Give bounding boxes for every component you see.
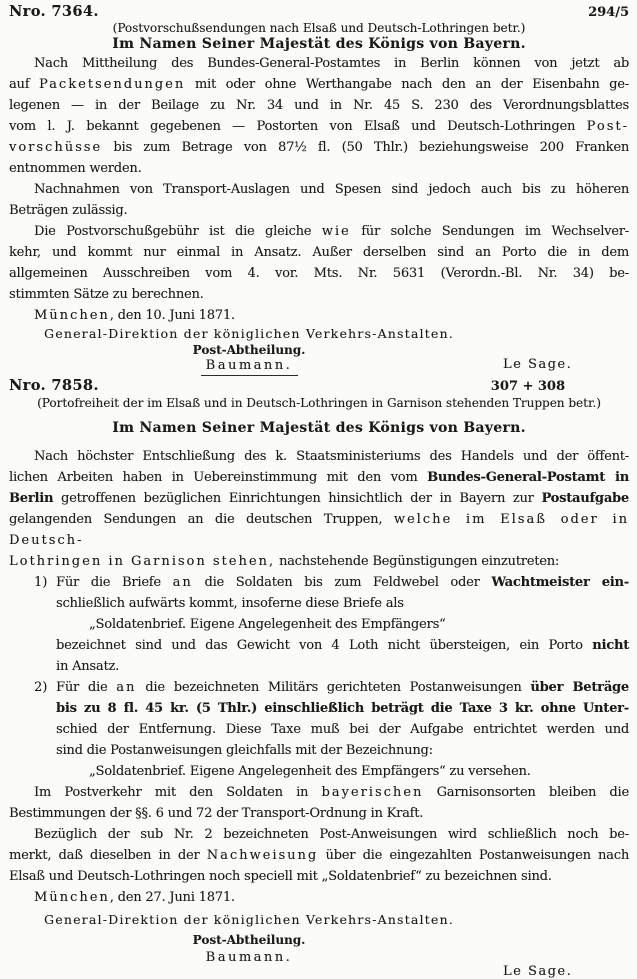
signature-org: General-Direktion der königlichen Verkehrs-Anstalten. (44, 326, 454, 341)
text-line (9, 698, 629, 719)
text-line (9, 719, 629, 740)
text-line (9, 179, 629, 200)
text-line (9, 551, 629, 572)
text-segment: Lothringen in Garnison stehen, (9, 554, 276, 569)
text-line (9, 488, 629, 509)
text-segment: Packetsendungen (39, 77, 186, 92)
text-segment: Im Postverkehr mit den Soldaten in (34, 785, 322, 800)
text-segment: bis zum Betrage von 87½ fl. (50 Thlr.) beziehungsweise 200 Franken (102, 140, 629, 155)
signature-dept: Post-Abtheilung. (192, 343, 306, 357)
text-segment: über die eingezahlten Postanweisungen nach (318, 848, 629, 863)
text-line (9, 572, 629, 593)
text-segment: nicht (592, 638, 629, 653)
list-number: 1) (34, 575, 48, 590)
text-segment: kehr, und kommt nur einmal in Ansatz. Außer derselben sind an Porto die in dem (9, 245, 629, 260)
text-segment: schied der Entfernung. Diese Taxe muß bei der Aufgabe entrichtet werden und (56, 722, 629, 737)
text-segment: Nach Mittheilung des Bundes-General-Postamtes in Berlin können von jetzt ab (34, 56, 629, 71)
text-line (9, 824, 629, 845)
text-line (9, 467, 629, 488)
text-line (9, 887, 629, 908)
text-segment: allgemeinen Ausschreiben vom 4. vor. Mts. Nr. 5631 (Verordn.-Bl. Nr. 34) be- (9, 266, 629, 281)
text-segment: welche im Elsaß oder in Deutsch- (9, 512, 629, 548)
text-segment: gelangenden Sendungen an die deutschen Truppen, (9, 512, 394, 527)
text-segment: an (172, 575, 193, 590)
text-segment: legenen — in der Beilage zu Nr. 34 und in Nr. 45 S. 230 des Verordnungsblattes (9, 98, 629, 113)
text-segment: Nachnahmen von Transport-Auslagen und Spesen sind jedoch auch bis zu höheren (34, 182, 629, 197)
text-segment: getroffenen bezüglichen Einrichtungen hinsichtlich der in Bayern zur (53, 491, 542, 506)
text-line (9, 116, 629, 137)
text-segment: Für die (56, 680, 117, 695)
text-segment: schließlich aufwärts kommt, insoferne diese Briefe als (56, 596, 404, 611)
notice-number: Nro. 7858. (9, 377, 99, 394)
page-number: 294/5 (588, 5, 629, 20)
notice-body (9, 53, 629, 326)
signature-dept: Post-Abtheilung. (192, 933, 306, 947)
text-segment: München (34, 308, 110, 323)
text-segment: Bundes-General-Postamt in (427, 470, 629, 485)
text-line (9, 803, 629, 824)
text-line (9, 656, 629, 677)
text-segment: Nach höchster Entschließung des k. Staatsministeriums des Handels und der öffent- (34, 449, 629, 464)
royal-heading: Im Namen Seiner Majestät des Königs von Bayern. (112, 420, 526, 436)
text-segment: stimmten Sätze zu berechnen. (9, 287, 204, 302)
text-segment: , den 10. Juni 1871. (109, 308, 235, 323)
text-segment: auf (9, 77, 40, 92)
text-segment: Post- (586, 119, 629, 134)
text-segment: Nachweisung (206, 848, 319, 863)
text-segment: München (34, 890, 110, 905)
text-line (9, 95, 629, 116)
notice-header-row (9, 4, 629, 21)
signature-name: Baumann. (205, 358, 293, 373)
text-segment: für solche Sendungen im Wechselver- (350, 224, 629, 239)
reference-numbers: 307 + 308 (490, 379, 565, 394)
text-segment: Die Postvorschußgebühr ist die gleiche (34, 224, 322, 239)
text-segment: lichen Arbeiten haben in Uebereinstimmung mit den vom (9, 470, 428, 485)
text-line (9, 635, 629, 656)
text-line (9, 446, 629, 467)
text-line (9, 866, 629, 887)
notice-7364 (9, 4, 629, 376)
text-segment: bayerischen (321, 785, 424, 800)
text-segment: , den 27. Juni 1871. (109, 890, 235, 905)
text-line (9, 740, 629, 761)
text-segment: vom l. J. bekannt gegebenen — Postorten von Elsaß und Deutsch-Lothringen (9, 119, 587, 134)
royal-heading: Im Namen Seiner Majestät des Königs von Bayern. (112, 36, 526, 52)
text-line (9, 221, 629, 242)
countersignature: Le Sage. (503, 357, 573, 372)
text-line (9, 200, 629, 221)
signature-org: General-Direktion der königlichen Verkehrs-Anstalten. (44, 912, 454, 927)
text-line (9, 305, 629, 326)
text-segment: mit oder ohne Werthangabe nach den an der Eisenbahn ge- (185, 77, 629, 92)
text-segment: Beträgen zulässig. (9, 203, 128, 218)
signature-block (9, 910, 573, 979)
text-line (9, 158, 629, 179)
notice-header-row (9, 378, 629, 395)
text-line (9, 284, 629, 305)
text-segment: Bestimmungen der §§. 6 und 72 der Transport-Ordnung in Kraft. (9, 806, 424, 821)
text-line (9, 677, 629, 698)
text-segment: Garnisonsorten bleiben die (423, 785, 629, 800)
notice-7858 (9, 377, 629, 979)
notice-number: Nro. 7364. (9, 3, 99, 20)
text-segment: merkt, daß dieselben in der (9, 848, 207, 863)
text-line (9, 137, 629, 158)
list-number: 2) (34, 680, 48, 695)
text-segment: „Soldatenbrief. Eigene Angelegenheit des Empfängers“ (89, 617, 446, 632)
text-line (9, 263, 629, 284)
signature-name: Baumann. (205, 950, 293, 965)
text-segment: wie (321, 224, 351, 239)
text-line (9, 614, 629, 635)
text-line (9, 761, 629, 782)
countersignature: Le Sage. (503, 964, 573, 979)
text-segment: vorschüsse (9, 140, 103, 155)
notice-body (9, 446, 629, 908)
text-segment: die Soldaten bis zum Feldwebel oder (192, 575, 492, 590)
text-line (9, 593, 629, 614)
signature-block (9, 326, 573, 376)
text-line (9, 509, 629, 551)
text-segment: sind die Postanweisungen gleichfalls mit der Bezeichnung: (56, 743, 433, 758)
text-line (9, 782, 629, 803)
separator-rule (201, 375, 298, 376)
text-segment: an (116, 680, 137, 695)
subject-line: (Portofreiheit der im Elsaß und in Deutsch-Lothringen in Garnison stehenden Truppen betr.) (37, 396, 601, 410)
text-segment: bezeichnet sind und das Gewicht von 4 Loth nicht übersteigen, ein Porto (56, 638, 593, 653)
text-line (9, 242, 629, 263)
text-segment: nachstehende Begünstigungen einzutreten: (275, 554, 560, 569)
text-segment: Bezüglich der sub Nr. 2 bezeichneten Post-Anweisungen wird schließlich noch be- (34, 827, 629, 842)
subject-line: (Postvorschußsendungen nach Elsaß und Deutsch-Lothringen betr.) (112, 21, 526, 35)
text-segment: in Ansatz. (56, 659, 120, 674)
text-segment: Postaufgabe (541, 491, 629, 506)
text-segment: bis zu 8 fl. 45 kr. (5 Thlr.) einschließlich beträgt die Taxe 3 kr. ohne Unter- (56, 701, 629, 716)
text-segment: „Soldatenbrief. Eigene Angelegenheit des Empfängers“ zu versehen. (89, 764, 531, 779)
text-segment: Wachtmeister ein- (491, 575, 629, 590)
text-segment: Für die Briefe (56, 575, 173, 590)
text-segment: Elsaß und Deutsch-Lothringen noch speciell mit „Soldatenbrief“ zu bezeichnen sind. (9, 869, 552, 884)
text-segment: entnommen werden. (9, 161, 142, 176)
text-line (9, 845, 629, 866)
text-segment: die bezeichneten Militärs gerichteten Postanweisungen (136, 680, 531, 695)
text-line (9, 53, 629, 74)
text-segment: über Beträge (530, 680, 629, 695)
text-line (9, 74, 629, 95)
text-segment: Berlin (9, 491, 54, 506)
